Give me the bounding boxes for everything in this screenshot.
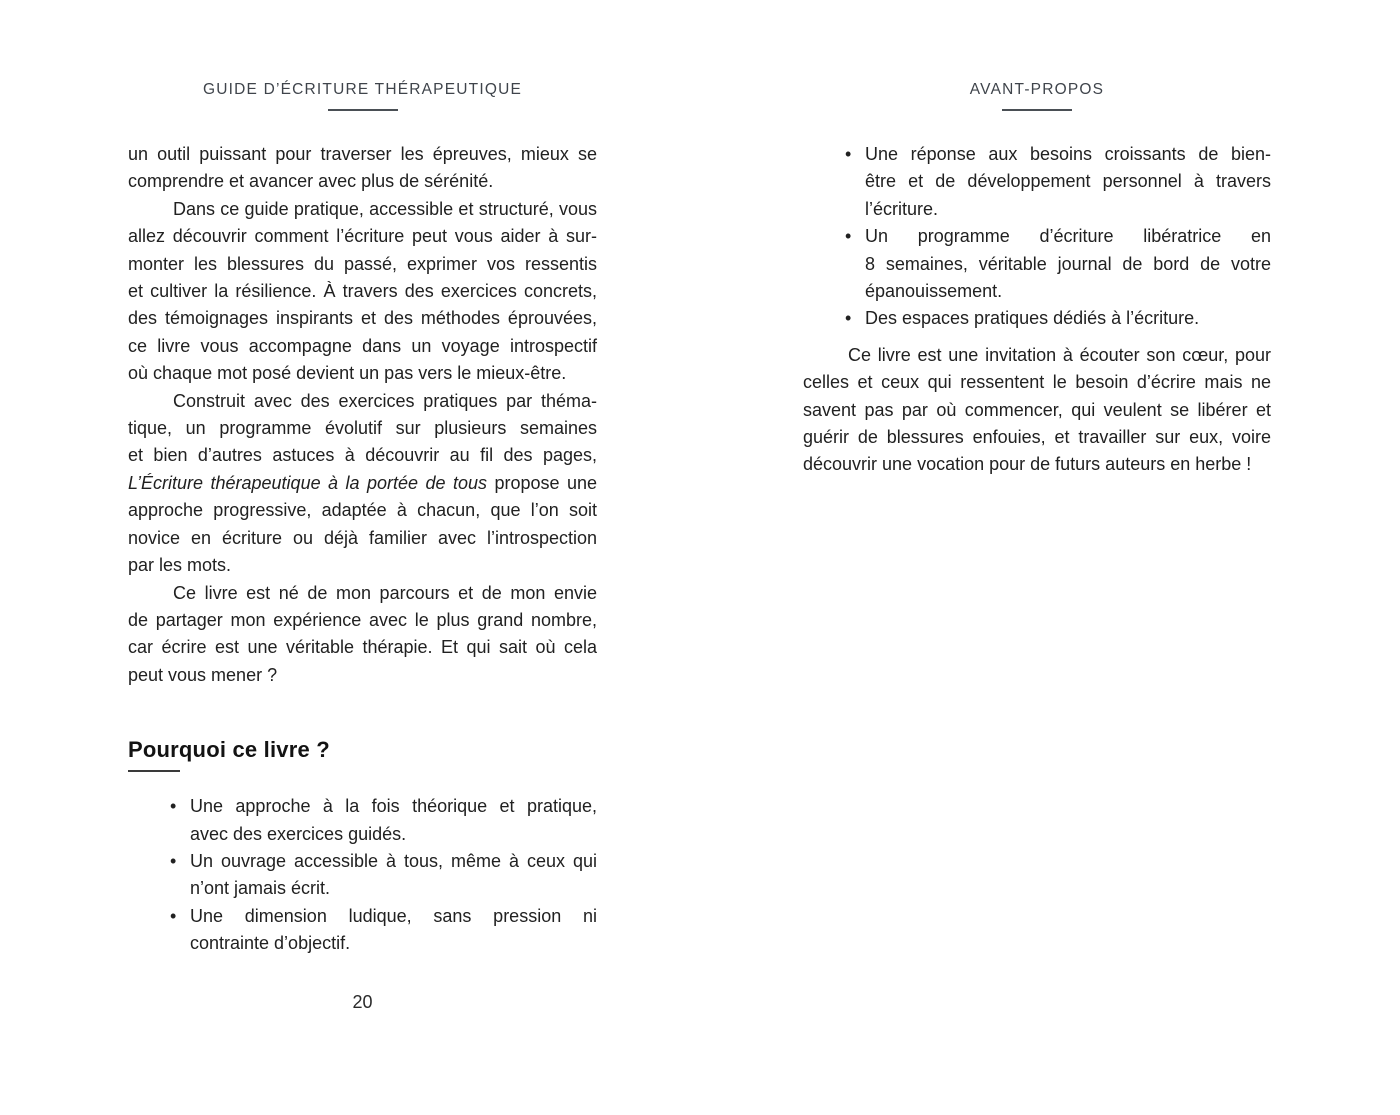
bullet-line: l’écriture. bbox=[865, 198, 939, 219]
text-line: peut vous mener ? bbox=[128, 664, 278, 685]
text-run: propose une bbox=[487, 472, 597, 493]
text-line: Dans ce guide pratique, accessible et structuré, vous bbox=[173, 198, 597, 219]
text-line: découvrir une vocation pour de futurs auteurs en herbe ! bbox=[803, 454, 1252, 475]
text-line: et cultiver la résilience. À travers des exercices concrets, bbox=[128, 281, 597, 302]
bullet-content bbox=[865, 141, 1271, 223]
bullet-icon: • bbox=[845, 308, 852, 329]
text-line: tique, un programme évolutif sur plusieurs semaines bbox=[128, 418, 597, 439]
bullet-line: Un programme d’écriture libératrice en bbox=[865, 226, 1271, 247]
bullet-line: contrainte d’objectif. bbox=[190, 933, 351, 954]
bullet-content bbox=[865, 305, 1271, 332]
running-header-right: AVANT-PROPOS bbox=[969, 81, 1105, 98]
header-rule-right bbox=[1002, 109, 1072, 111]
right-page bbox=[803, 80, 1271, 479]
bullet-line: avec des exercices guidés. bbox=[190, 823, 407, 844]
header-rule-left bbox=[328, 109, 398, 111]
text-line-with-book-title bbox=[128, 470, 597, 497]
closing-paragraph bbox=[803, 342, 1271, 479]
text-line: car écrire est une véritable thérapie. Et qui sait où cela bbox=[128, 637, 597, 658]
text-line: approche progressive, adaptée à chacun, que l’on soit bbox=[128, 500, 597, 521]
text-line: Construit avec des exercices pratiques par théma- bbox=[173, 390, 597, 411]
bullet-item bbox=[803, 223, 1271, 305]
text-line: de partager mon expérience avec le plus grand nombre, bbox=[128, 609, 597, 630]
bullet-content bbox=[865, 223, 1271, 305]
bullet-list-right bbox=[803, 141, 1271, 333]
bullet-line: n’ont jamais écrit. bbox=[190, 878, 331, 899]
text-line: allez découvrir comment l’écriture peut vous aider à sur- bbox=[128, 226, 597, 247]
bullet-content bbox=[190, 793, 597, 848]
bullet-line: épanouissement. bbox=[865, 281, 1003, 302]
bullet-content bbox=[190, 848, 597, 903]
text-line: comprendre et avancer avec plus de sérénité. bbox=[128, 171, 494, 192]
bullet-icon: • bbox=[170, 796, 177, 817]
bullet-icon: • bbox=[845, 144, 852, 164]
text-line: Ce livre est né de mon parcours et de mon envie bbox=[173, 582, 597, 603]
text-line: où chaque mot posé devient un pas vers le mieux-être. bbox=[128, 363, 567, 384]
text-line: des témoignages inspirants et des méthodes éprouvées, bbox=[128, 308, 597, 329]
text-line: ce livre vous accompagne dans un voyage introspectif bbox=[128, 335, 597, 356]
bullet-content bbox=[190, 903, 597, 958]
bullet-line: Une réponse aux besoins croissants de bien- bbox=[865, 144, 1271, 164]
text-line: par les mots. bbox=[128, 555, 232, 576]
bullet-line: Une dimension ludique, sans pression ni bbox=[190, 905, 597, 926]
bullet-line: Une approche à la fois théorique et pratique, bbox=[190, 796, 597, 817]
bullet-icon: • bbox=[170, 905, 177, 926]
bullet-icon: • bbox=[170, 850, 177, 871]
section-heading-rule bbox=[128, 770, 180, 772]
body-text-left bbox=[128, 141, 597, 689]
bullet-icon: • bbox=[845, 226, 852, 247]
text-line: savent pas par où commencer, qui veulent se libérer et bbox=[803, 399, 1271, 420]
text-line: guérir de blessures enfouies, et travailler sur eux, voire bbox=[803, 427, 1271, 448]
bullet-line: Un ouvrage accessible à tous, même à ceux qui bbox=[190, 850, 597, 871]
bullet-list-left bbox=[128, 793, 597, 957]
bullet-item bbox=[803, 141, 1271, 223]
page-number: 20 bbox=[352, 992, 373, 1012]
running-header-left: GUIDE D’ÉCRITURE THÉRAPEUTIQUE bbox=[202, 81, 523, 98]
text-line: novice en écriture ou déjà familier avec l’introspection bbox=[128, 527, 597, 548]
bullet-item bbox=[128, 848, 597, 903]
text-line: un outil puissant pour traverser les épreuves, mieux se bbox=[128, 144, 597, 164]
bullet-item bbox=[128, 793, 597, 848]
bullet-line: être et de développement personnel à travers bbox=[865, 171, 1271, 192]
text-line: celles et ceux qui ressentent le besoin d’écrire mais ne bbox=[803, 372, 1271, 393]
bullet-item bbox=[128, 903, 597, 958]
section-heading: Pourquoi ce livre ? bbox=[128, 737, 330, 763]
book-title-italic: L’Écriture thérapeutique à la portée de tous bbox=[128, 472, 487, 493]
bullet-line: 8 semaines, véritable journal de bord de votre bbox=[865, 253, 1271, 274]
text-line: Ce livre est une invitation à écouter son cœur, pour bbox=[848, 344, 1271, 365]
text-line: et bien d’autres astuces à découvrir au fil des pages, bbox=[128, 445, 597, 466]
bullet-item bbox=[803, 305, 1271, 332]
text-line: monter les blessures du passé, exprimer vos ressentis bbox=[128, 253, 597, 274]
left-page bbox=[128, 80, 597, 958]
bullet-line: Des espaces pratiques dédiés à l’écriture. bbox=[865, 308, 1200, 329]
